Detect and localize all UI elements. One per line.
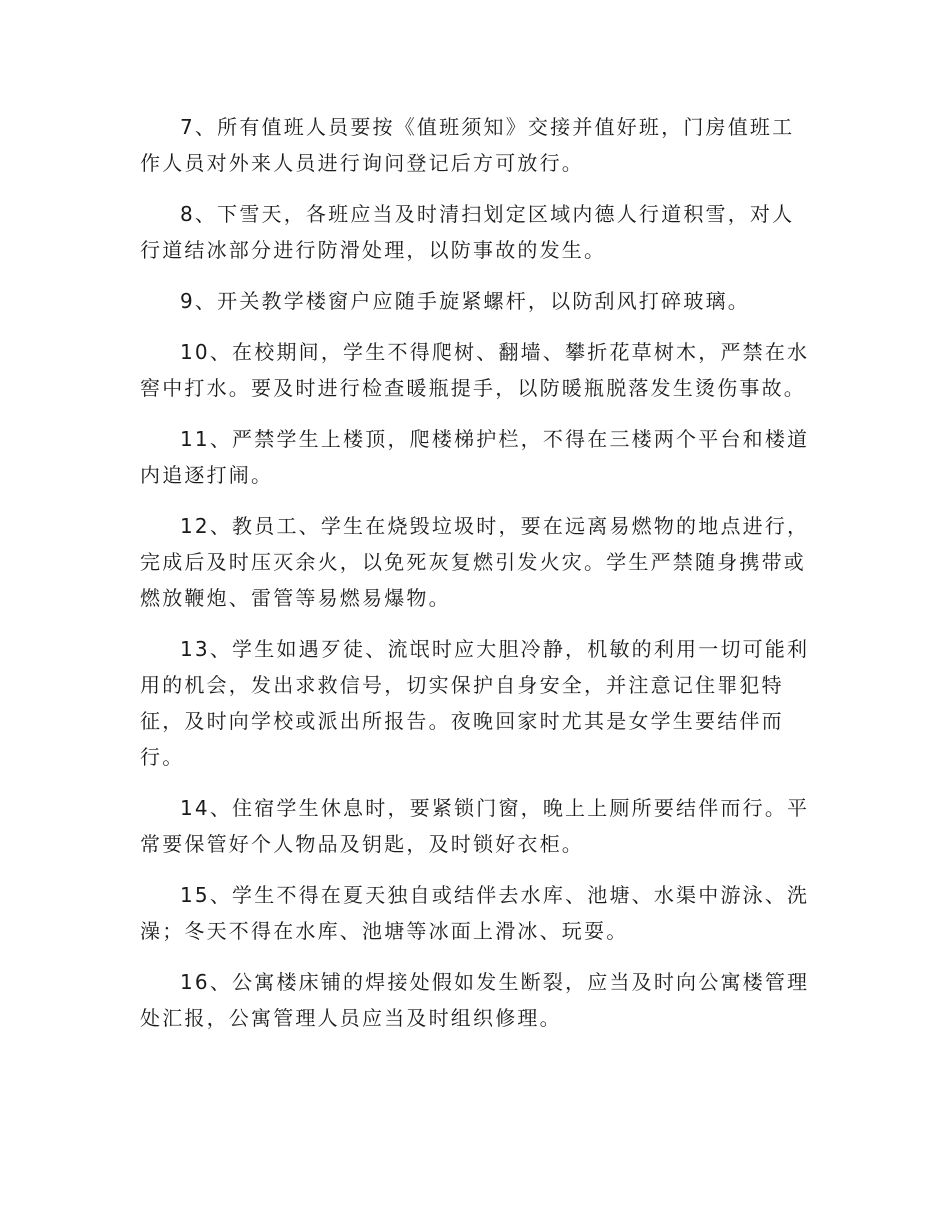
paragraph-rule-14: 14、住宿学生休息时，要紧锁门窗，晚上上厕所要结伴而行。平常要保管好个人物品及钥匙，及时锁好衣柜。 [140, 796, 810, 856]
paragraph-rule-11: 11、严禁学生上楼顶，爬楼梯护栏，不得在三楼两个平台和楼道内追逐打闹。 [140, 427, 810, 487]
document-body [140, 109, 812, 1051]
paragraph-rule-10: 10、在校期间，学生不得爬树、翻墙、攀折花草树木，严禁在水窖中打水。要及时进行检查暖瓶提手，以防暖瓶脱落发生烫伤事故。 [140, 340, 810, 400]
paragraph-rule-7: 7、所有值班人员要按《值班须知》交接并值好班，门房值班工作人员对外来人员进行询问登记后方可放行。 [140, 115, 795, 175]
paragraph-rule-12: 12、教员工、学生在烧毁垃圾时，要在远离易燃物的地点进行，完成后及时压灭余火，以免死灰复燃引发火灾。学生严禁随身携带或燃放鞭炮、雷管等易燃易爆物。 [140, 514, 810, 610]
paragraph-rule-16: 16、公寓楼床铺的焊接处假如发生断裂，应当及时向公寓楼管理处汇报，公寓管理人员应当及时组织修理。 [140, 970, 810, 1030]
paragraph-rule-13: 13、学生如遇歹徒、流氓时应大胆冷静，机敏的利用一切可能利用的机会，发出求救信号，切实保护自身安全，并注意记住罪犯特征，及时向学校或派出所报告。夜晚回家时尤其是女学生要结伴而行。 [140, 637, 810, 769]
paragraph-rule-15: 15、学生不得在夏天独自或结伴去水库、池塘、水渠中游泳、洗澡；冬天不得在水库、池塘等冰面上滑冰、玩耍。 [140, 883, 810, 943]
paragraph-rule-9: 9、开关教学楼窗户应随手旋紧螺杆，以防刮风打碎玻璃。 [180, 289, 750, 313]
paragraph-rule-8: 8、下雪天，各班应当及时清扫划定区域内德人行道积雪，对人行道结冰部分进行防滑处理，以防事故的发生。 [140, 202, 795, 262]
